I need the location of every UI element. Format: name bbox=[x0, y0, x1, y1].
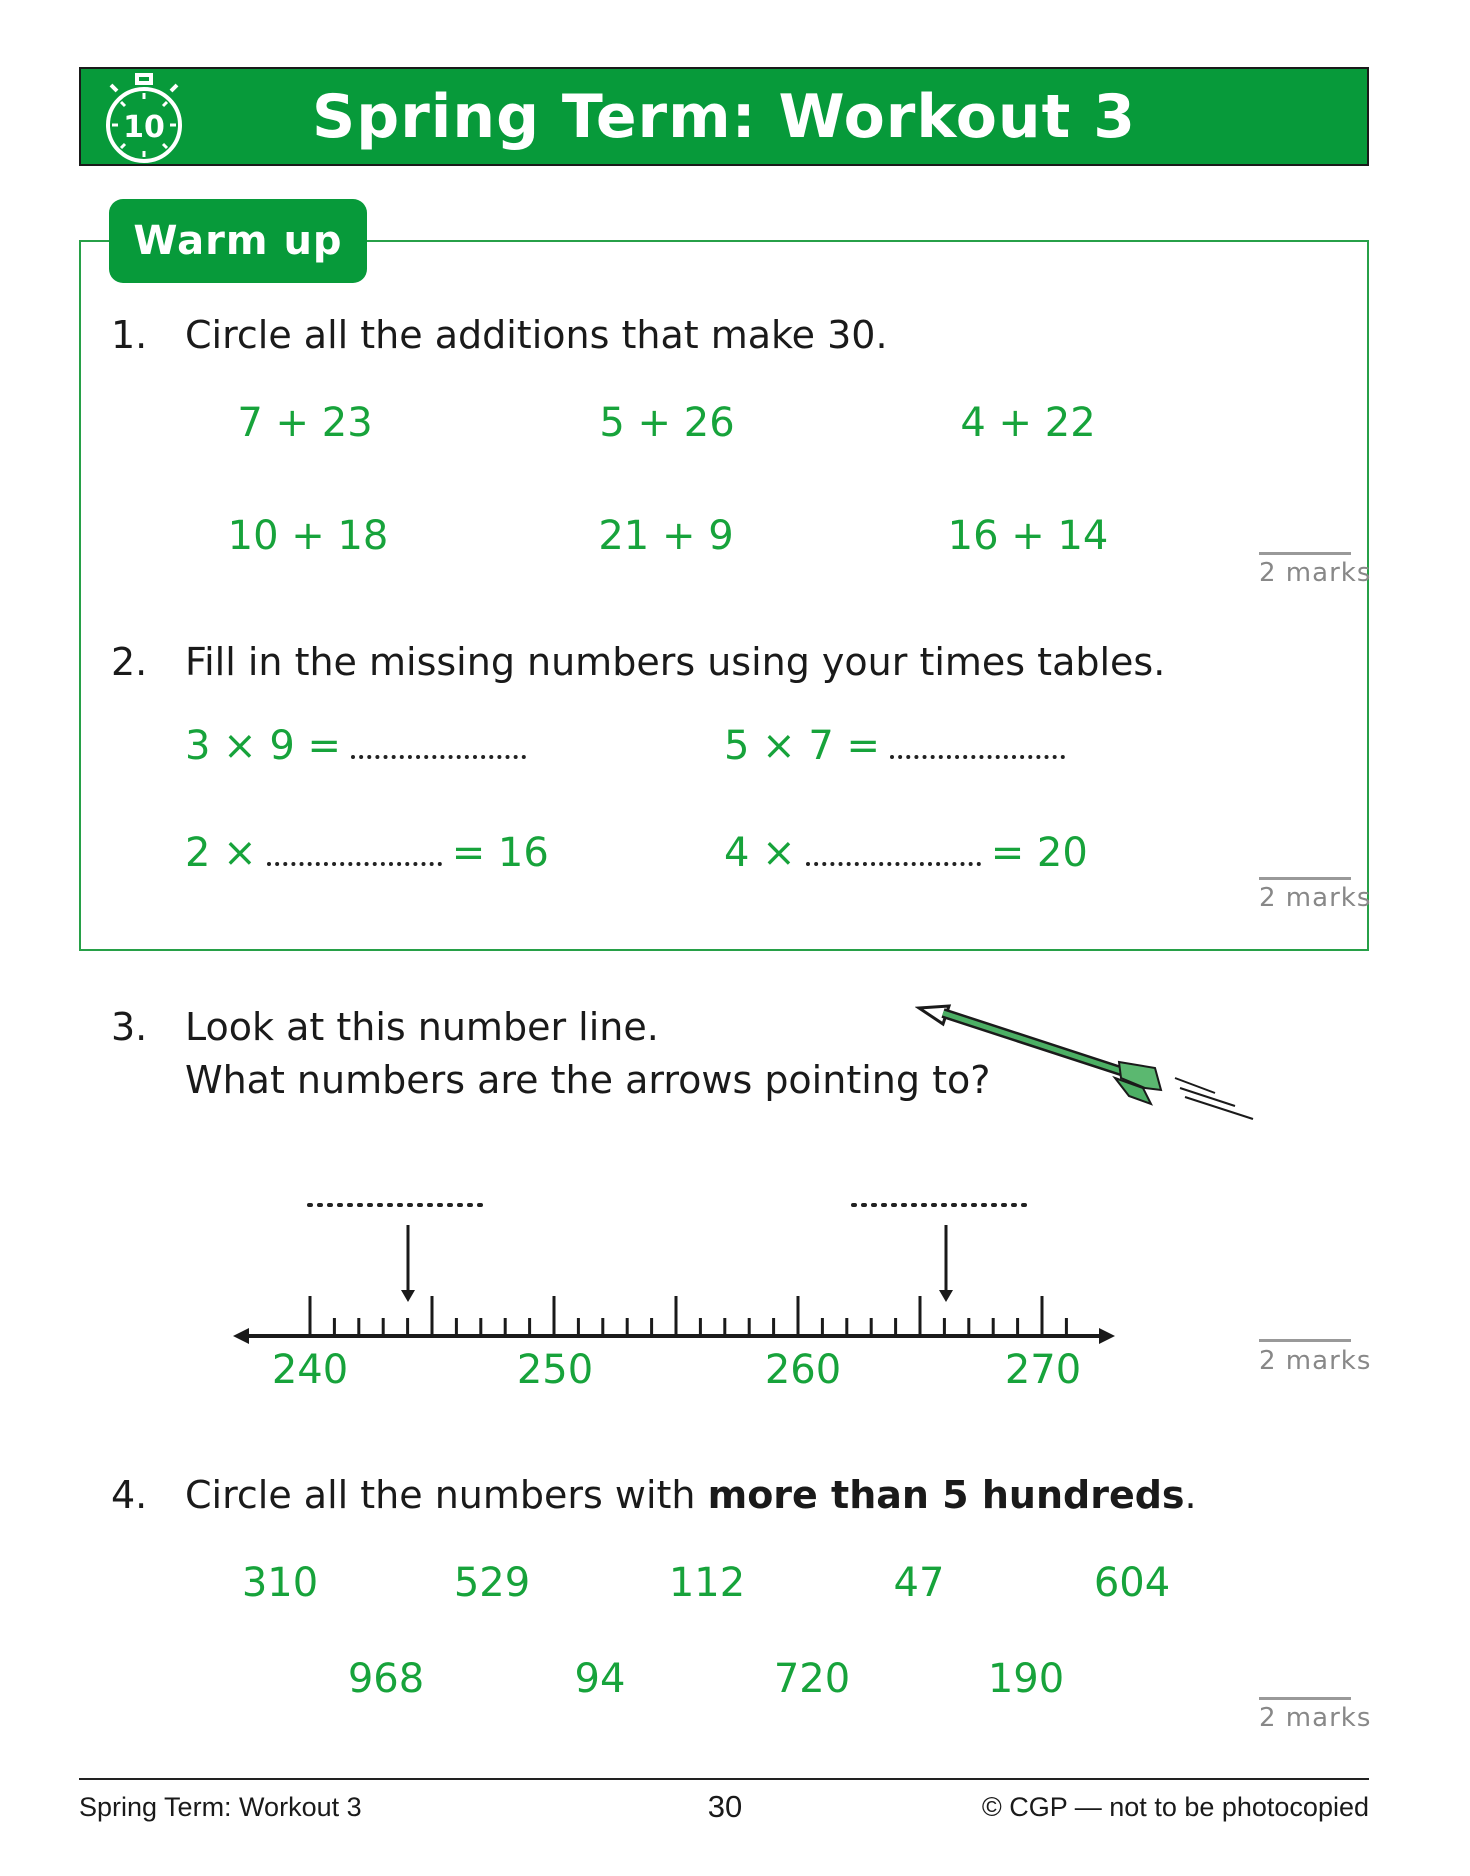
q1-option[interactable]: 21 + 9 bbox=[598, 513, 734, 559]
q2-expression: 3 × 9 = bbox=[185, 723, 342, 769]
q1-option[interactable]: 5 + 26 bbox=[599, 400, 735, 446]
q2-expression: 4 × bbox=[724, 830, 796, 876]
arrow-illustration-icon bbox=[915, 1000, 1265, 1125]
right-arrow-icon bbox=[1099, 1328, 1115, 1344]
q2-line bbox=[185, 830, 549, 876]
left-arrow-icon bbox=[233, 1328, 249, 1344]
number-line bbox=[225, 1180, 1125, 1400]
q1-option[interactable]: 7 + 23 bbox=[237, 400, 373, 446]
page-number: 30 bbox=[707, 1789, 743, 1824]
q1-text: Circle all the additions that make 30. bbox=[185, 313, 888, 357]
q4-emphasis: more than 5 hundreds bbox=[707, 1473, 1185, 1517]
q1-option[interactable]: 4 + 22 bbox=[960, 400, 1096, 446]
q1-option[interactable]: 16 + 14 bbox=[947, 513, 1109, 559]
q2-number: 2. bbox=[111, 640, 148, 684]
q2-result: = 20 bbox=[990, 830, 1088, 876]
q1-marks: 2 marks bbox=[1259, 558, 1372, 588]
marks-divider bbox=[1259, 1339, 1351, 1342]
stopwatch-icon bbox=[99, 73, 189, 165]
q4-option[interactable]: 529 bbox=[453, 1560, 531, 1606]
q2-result: = 16 bbox=[451, 830, 549, 876]
q1-number: 1. bbox=[111, 313, 148, 357]
q3-marks: 2 marks bbox=[1259, 1346, 1372, 1376]
footer-divider bbox=[79, 1778, 1369, 1780]
tick-label: 250 bbox=[516, 1347, 594, 1393]
q3-text-line2: What numbers are the arrows pointing to? bbox=[185, 1058, 991, 1102]
q4-text: Circle all the numbers with more than 5 hundreds. bbox=[185, 1473, 1197, 1517]
warmup-label: Warm up bbox=[109, 199, 367, 283]
answer-blank[interactable] bbox=[890, 741, 1065, 759]
answer-blank[interactable] bbox=[806, 848, 981, 866]
q2-expression: 5 × 7 = bbox=[724, 723, 881, 769]
q2-line bbox=[724, 723, 1075, 769]
q4-option[interactable]: 190 bbox=[987, 1656, 1065, 1702]
q4-number: 4. bbox=[111, 1473, 148, 1517]
tick-label: 270 bbox=[1004, 1347, 1082, 1393]
q4-option[interactable]: 112 bbox=[668, 1560, 746, 1606]
arrowhead-icon bbox=[939, 1290, 953, 1302]
q4-option[interactable]: 94 bbox=[574, 1656, 626, 1702]
q2-text: Fill in the missing numbers using your times tables. bbox=[185, 640, 1166, 684]
q2-line bbox=[185, 723, 536, 769]
q3-text-line1: Look at this number line. bbox=[185, 1005, 659, 1049]
marks-divider bbox=[1259, 1697, 1351, 1700]
q3-number: 3. bbox=[111, 1005, 148, 1049]
marks-divider bbox=[1259, 877, 1351, 880]
footer-copyright: © CGP — not to be photocopied bbox=[981, 1792, 1369, 1822]
q1-option[interactable]: 10 + 18 bbox=[227, 513, 389, 559]
q2-marks: 2 marks bbox=[1259, 883, 1372, 913]
tick-label: 260 bbox=[764, 1347, 842, 1393]
q2-line bbox=[724, 830, 1088, 876]
q2-expression: 2 × bbox=[185, 830, 257, 876]
page-header bbox=[79, 67, 1369, 166]
q4-option[interactable]: 604 bbox=[1093, 1560, 1171, 1606]
q4-option[interactable]: 310 bbox=[241, 1560, 319, 1606]
marks-divider bbox=[1259, 552, 1351, 555]
q4-option[interactable]: 968 bbox=[347, 1656, 425, 1702]
q4-marks: 2 marks bbox=[1259, 1703, 1372, 1733]
arrowhead-icon bbox=[401, 1290, 415, 1302]
footer-title: Spring Term: Workout 3 bbox=[79, 1792, 362, 1822]
tick-marks bbox=[310, 1296, 1066, 1336]
page-title: Spring Term: Workout 3 bbox=[312, 81, 1136, 152]
answer-blank[interactable] bbox=[267, 848, 442, 866]
q4-option[interactable]: 720 bbox=[773, 1656, 851, 1702]
answer-blank[interactable] bbox=[351, 741, 526, 759]
timer-label: 10 bbox=[123, 110, 165, 145]
q4-option[interactable]: 47 bbox=[893, 1560, 945, 1606]
tick-label: 240 bbox=[271, 1347, 349, 1393]
